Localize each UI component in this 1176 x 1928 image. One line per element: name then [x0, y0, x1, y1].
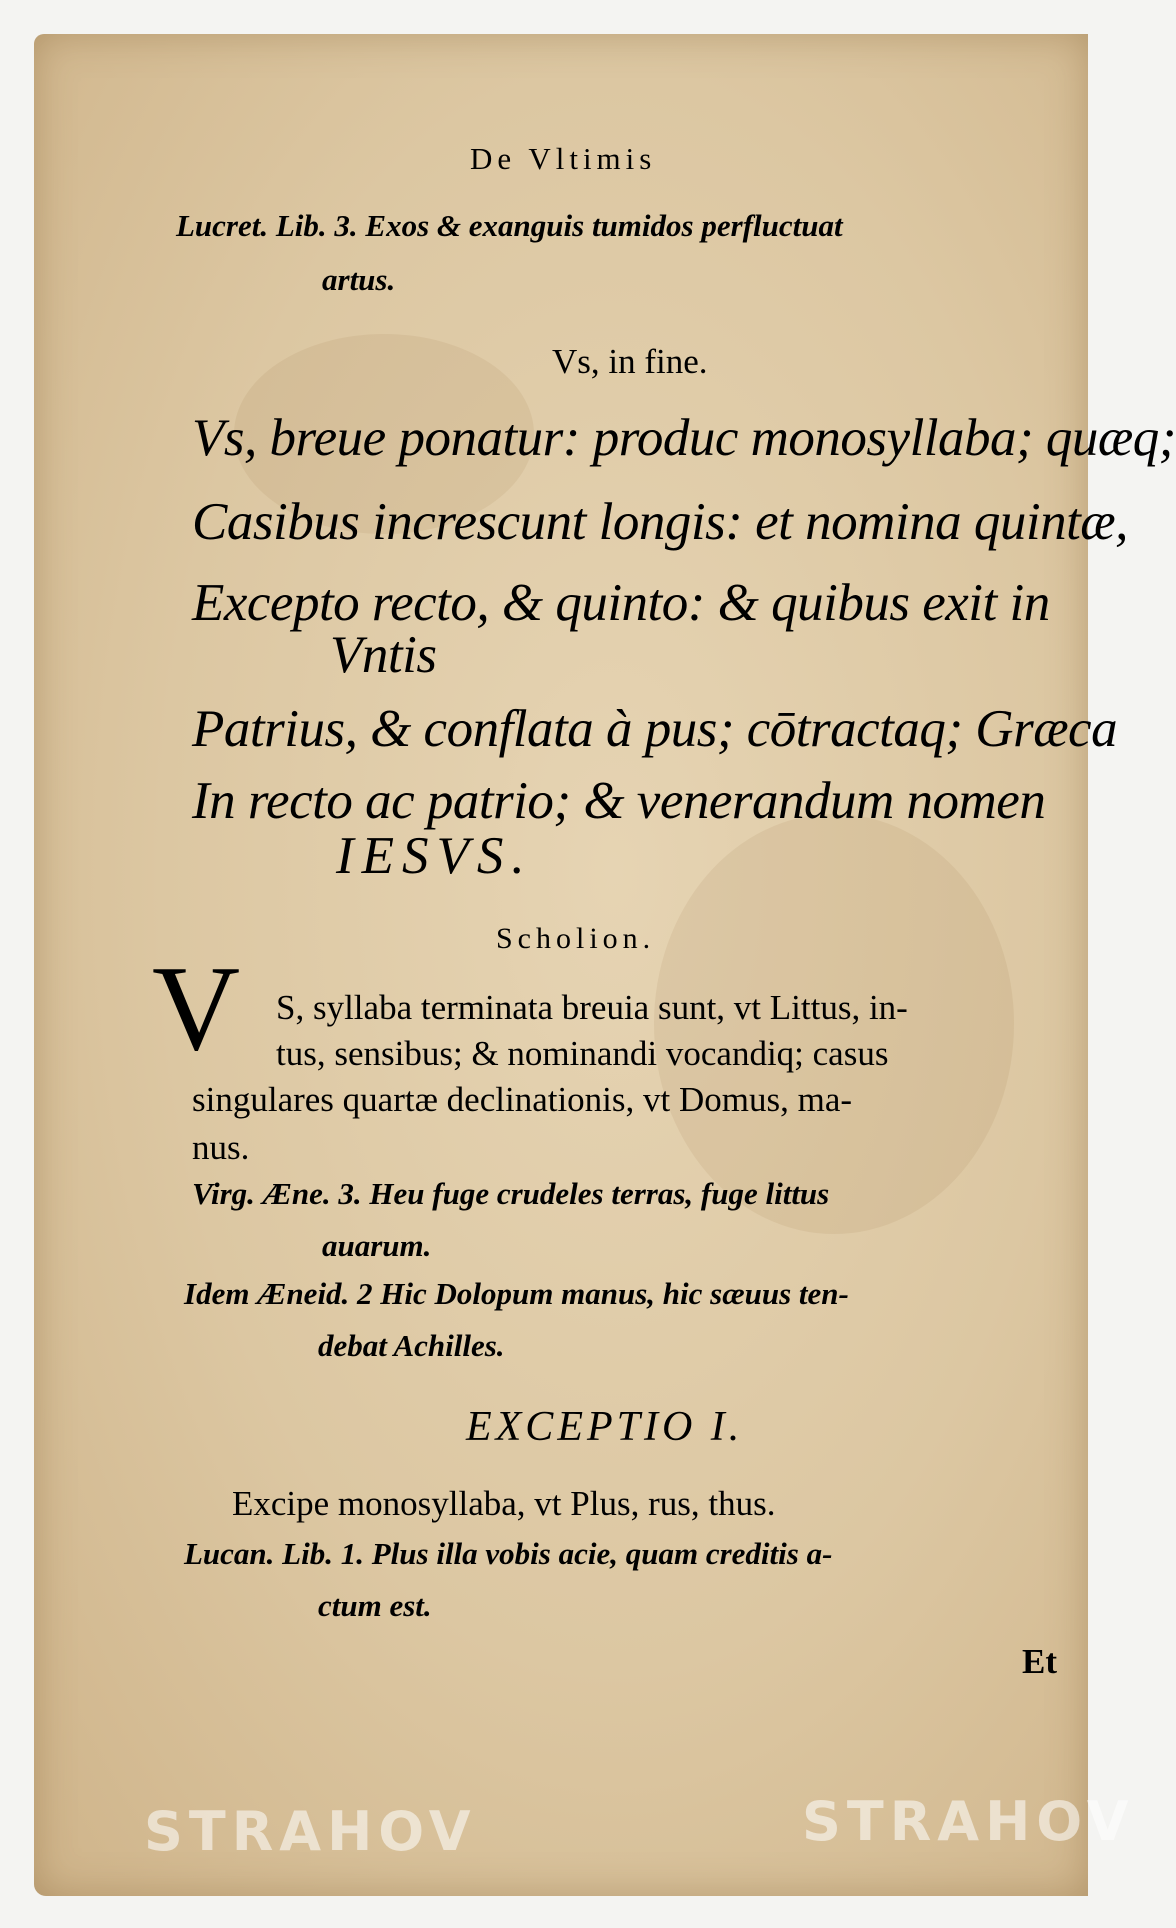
rule-line: Patrius, & conflata à pus; cōtractaq; Græca	[192, 700, 1118, 758]
section-heading: Vs, in fine.	[552, 342, 708, 381]
rule-line: Excepto recto, & quinto: & quibus exit in	[192, 574, 1050, 632]
citation-idem-line1: Idem Æneid. 2 Hic Dolopum manus, hic sæuus ten-	[184, 1276, 849, 1311]
citation-idem-line2: debat Achilles.	[318, 1328, 505, 1363]
library-watermark: STRAHOV	[144, 1800, 477, 1863]
citation-lucret-line2: artus.	[322, 262, 396, 297]
citation-virg-line2: auarum.	[322, 1228, 432, 1263]
drop-cap: V	[152, 941, 241, 1076]
scholion-line: singulares quartæ declinationis, vt Domus, ma-	[192, 1080, 853, 1119]
citation-lucan-line2: ctum est.	[318, 1588, 432, 1623]
library-watermark: STRAHOV	[802, 1790, 1135, 1853]
citation-lucret-line1: Lucret. Lib. 3. Exos & exanguis tumidos perfluctuat	[176, 208, 843, 243]
citation-virg-line1: Virg. Æne. 3. Heu fuge crudeles terras, fuge littus	[192, 1176, 830, 1211]
scholion-line: S, syllaba terminata breuia sunt, vt Littus, in-	[276, 988, 908, 1027]
rule-line: Vntis	[330, 626, 437, 684]
catchword: Et	[1022, 1642, 1057, 1681]
rule-line: In recto ac patrio; & venerandum nomen	[192, 772, 1046, 830]
scholion-line: tus, sensibus; & nominandi vocandiq; casus	[276, 1034, 889, 1073]
citation-lucan-line1: Lucan. Lib. 1. Plus illa vobis acie, quam creditis a-	[184, 1536, 833, 1571]
exceptio-text: Excipe monosyllaba, vt Plus, rus, thus.	[232, 1484, 776, 1523]
rule-line: Vs, breue ponatur: produc monosyllaba; quæq;	[192, 409, 1176, 467]
rule-line: Casibus increscunt longis: et nomina quintæ,	[192, 493, 1128, 551]
running-header: De Vltimis	[470, 141, 657, 176]
rule-line: IESVS.	[336, 827, 533, 885]
exceptio-heading: EXCEPTIO I.	[466, 1404, 744, 1450]
scholion-line: nus.	[192, 1128, 250, 1167]
scholion-heading: Scholion.	[496, 922, 656, 955]
